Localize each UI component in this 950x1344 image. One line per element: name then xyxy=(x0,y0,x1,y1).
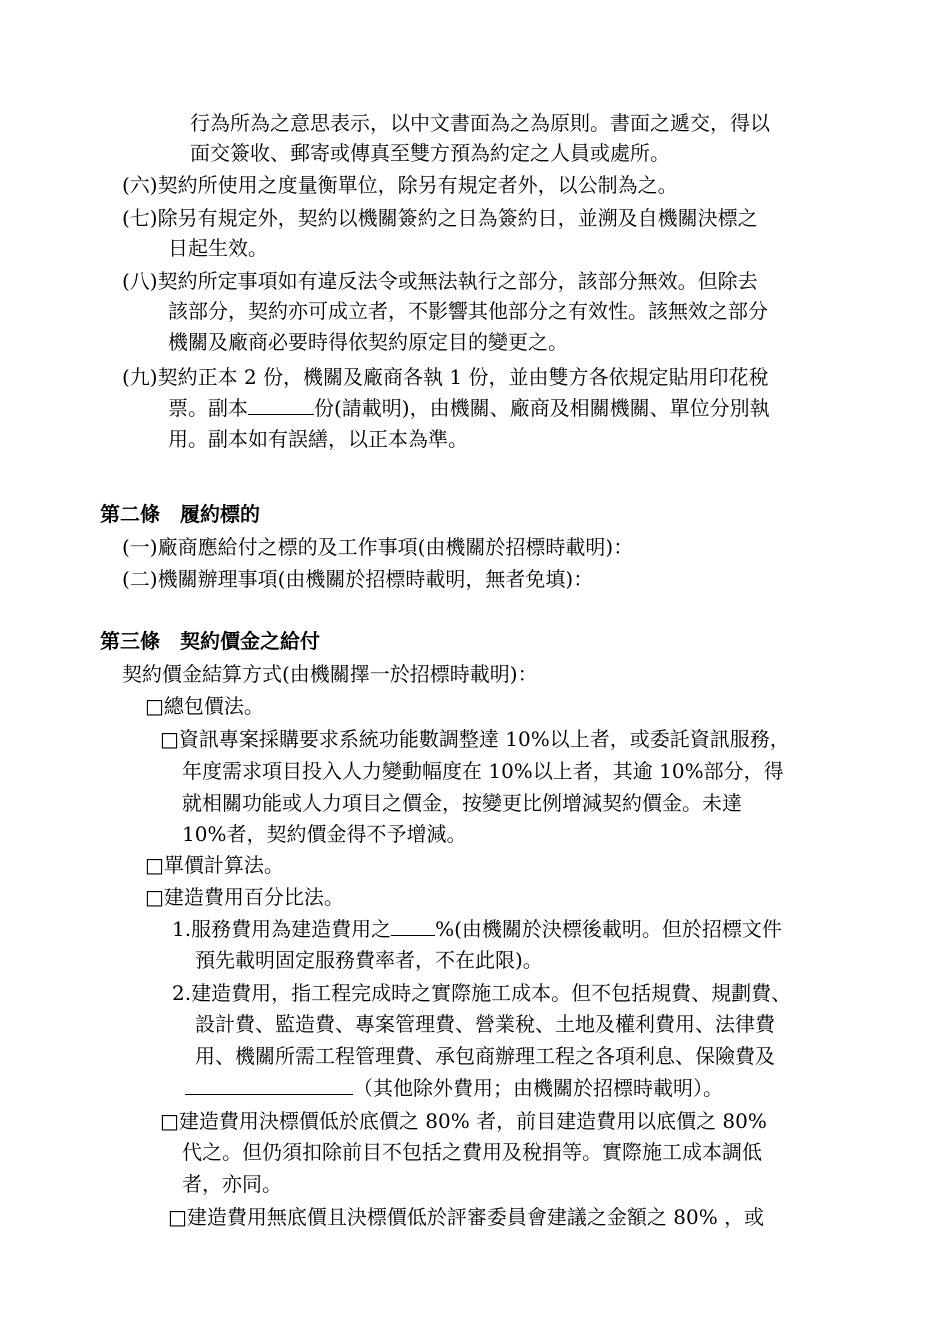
fill-in-blank xyxy=(391,915,435,936)
paragraph-line: 預先載明固定服務費率者，不在此限)。 xyxy=(195,948,543,972)
paragraph-line: 用、機關所需工程管理費、承包商辦理工程之各項利息、保險費及 xyxy=(195,1044,775,1068)
paragraph-line: 面交簽收、郵寄或傳真至雙方預為約定之人員或處所。 xyxy=(190,141,670,165)
paragraph-line: 日起生效。 xyxy=(168,236,268,260)
paragraph-line: 者，亦同。 xyxy=(182,1172,282,1196)
paragraph-line: 契約價金結算方式(由機關擇一於招標時載明)： xyxy=(122,662,538,686)
paragraph-line xyxy=(168,393,770,423)
article-3-heading: 第三條 契約價金之給付 xyxy=(100,629,320,653)
paragraph-line: 機關及廠商必要時得依契約原定目的變更之。 xyxy=(168,330,568,354)
text-segment: 票。副本 xyxy=(168,396,248,420)
clause-9: (九)契約正本 2 份，機關及廠商各執 1 份，並由雙方各依規定貼用印花稅 xyxy=(122,365,769,389)
paragraph-line: 年度需求項目投入人力變動幅度在 10%以上者，其逾 10%部分，得 xyxy=(182,759,784,783)
checkbox-option-unit-price: □單價計算法。 xyxy=(145,853,284,877)
numbered-item-2: 2.建造費用，指工程完成時之實際施工成本。但不包括規費、規劃費、 xyxy=(172,981,792,1005)
paragraph-line: 就相關功能或人力項目之價金，按變更比例增減契約價金。未達 xyxy=(182,791,742,815)
text-segment: （其他除外費用；由機關於招標時載明）。 xyxy=(353,1076,723,1100)
paragraph-line: 10%者，契約價金得不予增減。 xyxy=(182,822,467,846)
clause-2-2: (二)機關辦理事項(由機關於招標時載明，無者免填)： xyxy=(122,567,594,591)
numbered-item-1 xyxy=(172,914,782,944)
fill-in-blank xyxy=(185,1074,353,1095)
clause-8: (八)契約所定事項如有違反法令或無法執行之部分，該部分無效。但除去 xyxy=(122,269,758,293)
clause-6: (六)契約所使用之度量衡單位，除另有規定者外，以公制為之。 xyxy=(122,173,678,197)
checkbox-option-it-project: □資訊專案採購要求系統功能數調整達 10%以上者，或委託資訊服務， xyxy=(160,727,790,751)
paragraph-line: 設計費、監造費、專案管理費、營業稅、土地及權利費用、法律費 xyxy=(195,1012,775,1036)
text-segment: 1.服務費用為建造費用之 xyxy=(172,917,392,941)
text-segment: 份(請載明)，由機關、廠商及相關機關、單位分別執 xyxy=(314,396,770,420)
checkbox-option-below-base-price: □建造費用決標價低於底價之 80% 者，前目建造費用以底價之 80% xyxy=(160,1109,767,1133)
fill-in-blank xyxy=(248,394,314,415)
article-2-heading: 第二條 履約標的 xyxy=(100,502,260,526)
text-segment: %(由機關於決標後載明。但於招標文件 xyxy=(435,917,782,941)
checkbox-option-no-base-price: □建造費用無底價且決標價低於評審委員會建議之金額之 80% ，或 xyxy=(168,1205,765,1229)
paragraph-line: 行為所為之意思表示，以中文書面為之為原則。書面之遞交，得以 xyxy=(190,111,770,135)
checkbox-option-lump-sum: □總包價法。 xyxy=(145,694,264,718)
paragraph-line xyxy=(185,1073,723,1103)
paragraph-line: 該部分，契約亦可成立者，不影響其他部分之有效性。該無效之部分 xyxy=(168,299,768,323)
paragraph-line: 代之。但仍須扣除前目不包括之費用及稅捐等。實際施工成本調低 xyxy=(182,1140,762,1164)
paragraph-line: 用。副本如有誤繕，以正本為準。 xyxy=(168,427,468,451)
clause-2-1: (一)廠商應給付之標的及工作事項(由機關於招標時載明)： xyxy=(122,535,634,559)
checkbox-option-construction-percentage: □建造費用百分比法。 xyxy=(145,885,344,909)
clause-7: (七)除另有規定外，契約以機關簽約之日為簽約日，並溯及自機關決標之 xyxy=(122,206,758,230)
